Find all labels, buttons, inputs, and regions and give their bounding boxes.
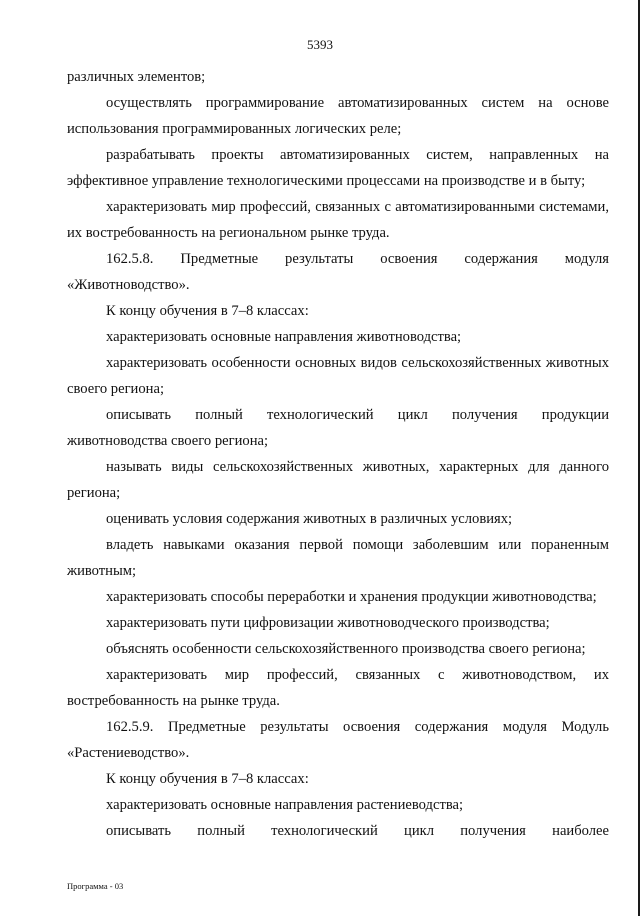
paragraph: К концу обучения в 7–8 классах: bbox=[106, 771, 309, 787]
paragraph: характеризовать пути цифровизации животноводческого производства; bbox=[106, 615, 550, 631]
section-heading: 162.5.8. Предметные результаты освоения содержания модуля «Животноводство». bbox=[67, 251, 609, 293]
paragraph: характеризовать мир профессий, связанных с автоматизированными системами, их востребованность на региональном рынке труда. bbox=[67, 199, 609, 241]
paragraph: характеризовать мир профессий, связанных с животноводством, их востребованность на рынке труда. bbox=[67, 667, 609, 709]
paragraph: описывать полный технологический цикл получения наиболее bbox=[106, 823, 609, 839]
paragraph: называть виды сельскохозяйственных животных, характерных для данного региона; bbox=[67, 459, 609, 501]
paragraph: оценивать условия содержания животных в различных условиях; bbox=[106, 511, 513, 527]
paragraph: описывать полный технологический цикл получения продукции животноводства своего региона; bbox=[67, 407, 609, 449]
section-heading: 162.5.9. Предметные результаты освоения содержания модуля Модуль «Растениеводство». bbox=[67, 719, 609, 761]
paragraph: характеризовать способы переработки и хранения продукции животноводства; bbox=[106, 589, 597, 605]
footer-label: Программа - 03 bbox=[67, 881, 124, 891]
paragraph: владеть навыками оказания первой помощи заболевшим или пораненным животным; bbox=[67, 537, 609, 579]
page-number: 5393 bbox=[307, 37, 333, 52]
paragraph: характеризовать особенности основных видов сельскохозяйственных животных своего региона; bbox=[67, 355, 609, 397]
document-body bbox=[67, 64, 609, 844]
paragraph: различных элементов; bbox=[67, 69, 206, 85]
paragraph: К концу обучения в 7–8 классах: bbox=[106, 303, 309, 319]
paragraph: осуществлять программирование автоматизированных систем на основе использования программированных логических реле; bbox=[67, 95, 609, 137]
paragraph: характеризовать основные направления животноводства; bbox=[106, 329, 462, 345]
paragraph: объяснять особенности сельскохозяйственного производства своего региона; bbox=[106, 641, 586, 657]
paragraph: характеризовать основные направления растениеводства; bbox=[106, 797, 464, 813]
paragraph: разрабатывать проекты автоматизированных систем, направленных на эффективное управление технологическими процессами на производстве и в быту; bbox=[67, 147, 609, 189]
